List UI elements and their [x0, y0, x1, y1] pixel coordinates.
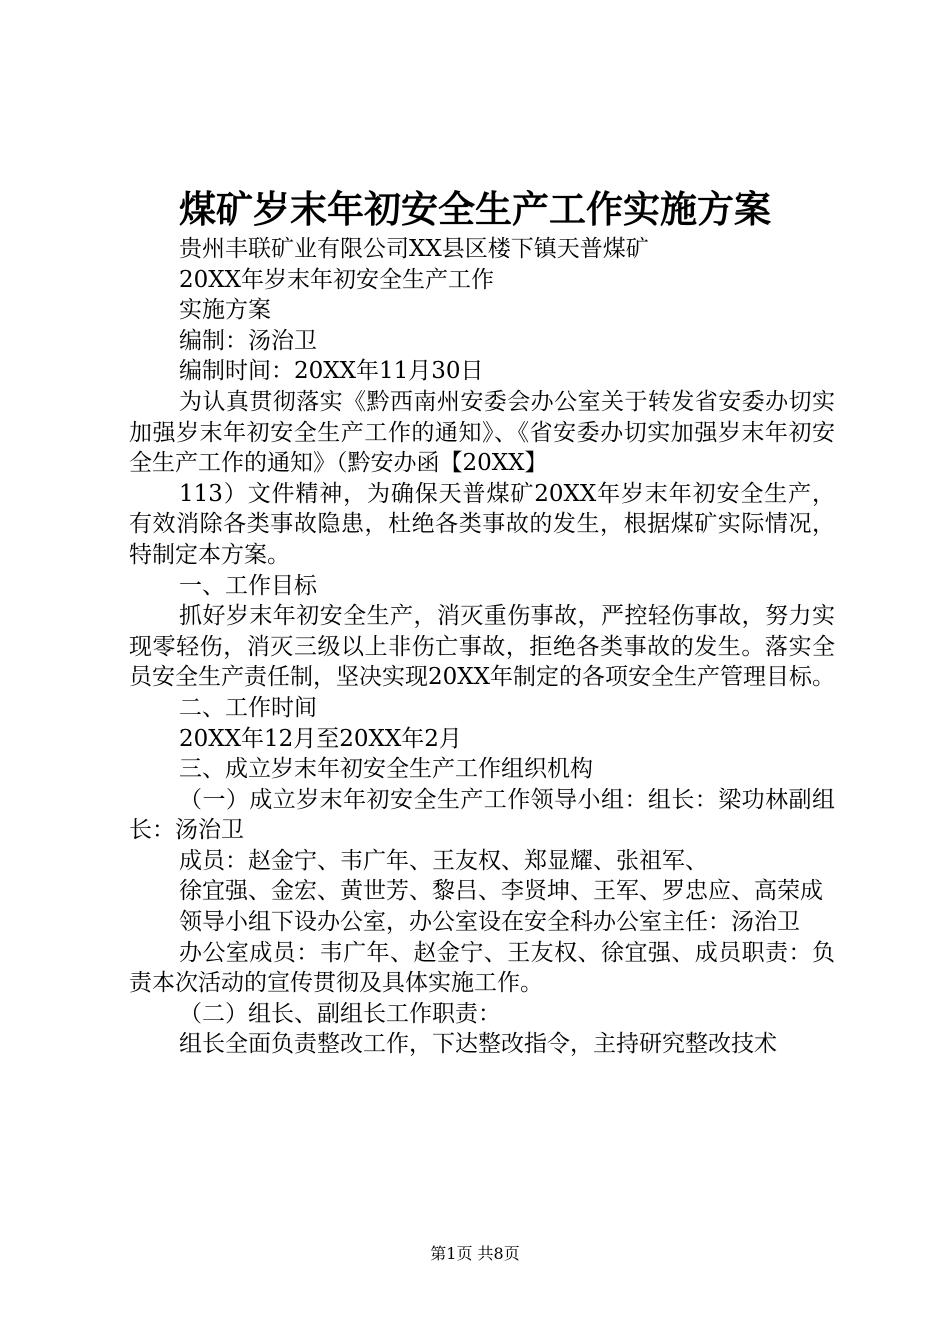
paragraph-company: 贵州丰联矿业有限公司XX县区楼下镇天普煤矿	[179, 236, 649, 262]
paragraph-office-members: 办公室成员：韦广年、赵金宁、王友权、徐宜强、成员职责：负责本次活动的宣传贯彻及具体实施工作。	[129, 939, 835, 997]
paragraph-duties: 组长全面负责整改工作，下达整改指令，主持研究整改技术	[179, 1031, 777, 1058]
paragraph-leadership: （一）成立岁末年初安全生产工作领导小组：组长：梁功林副组长：汤治卫	[129, 786, 835, 844]
page-indicator: 第1页 共8页	[430, 1244, 520, 1263]
paragraph-members: 成员：赵金宁、韦广年、王友权、郑显耀、张祖军、	[179, 847, 708, 874]
paragraph-subtitle: 20XX年岁末年初安全生产工作	[179, 266, 495, 293]
heading-duties: （二）组长、副组长工作职责：	[179, 1000, 501, 1027]
document-body	[129, 234, 835, 1060]
heading-goal: 一、工作目标	[179, 572, 317, 599]
paragraph-members-cont: 徐宜强、金宏、黄世芳、黎吕、李贤坤、王军、罗忠应、高荣成	[179, 878, 823, 905]
paragraph-plan: 实施方案	[179, 297, 271, 324]
paragraph-date: 编制时间：20XX年11月30日	[179, 358, 484, 385]
paragraph-author: 编制：汤治卫	[179, 327, 317, 354]
paragraph-office: 领导小组下设办公室，办公室设在安全科办公室主任：汤治卫	[179, 909, 800, 936]
document-title: 煤矿岁末年初安全生产工作实施方案	[179, 187, 771, 231]
paragraph-intro: 为认真贯彻落实《黔西南州安委会办公室关于转发省安委办切实加强岁末年初安全生产工作的通知》、《省安委办切实加强岁末年初安全生产工作的通知》（黔安办函【20XX】	[129, 388, 835, 477]
heading-time: 二、工作时间	[179, 694, 317, 721]
heading-organization: 三、成立岁末年初安全生产工作组织机构	[179, 756, 593, 783]
paragraph-goal: 抓好岁末年初安全生产，消灭重伤事故，严控轻伤事故，努力实现零轻伤，消灭三级以上非伤亡事故，拒绝各类事故的发生。落实全员安全生产责任制，坚决实现20XX年制定的各项安全生产管理目标。	[129, 603, 836, 691]
paragraph-intro-cont: 113）文件精神，为确保天普煤矿20XX年岁末年初安全生产，有效消除各类事故隐患，杜绝各类事故的发生，根据煤矿实际情况，特制定本方案。	[129, 480, 835, 568]
paragraph-time: 20XX年12月至20XX年2月	[179, 725, 462, 752]
